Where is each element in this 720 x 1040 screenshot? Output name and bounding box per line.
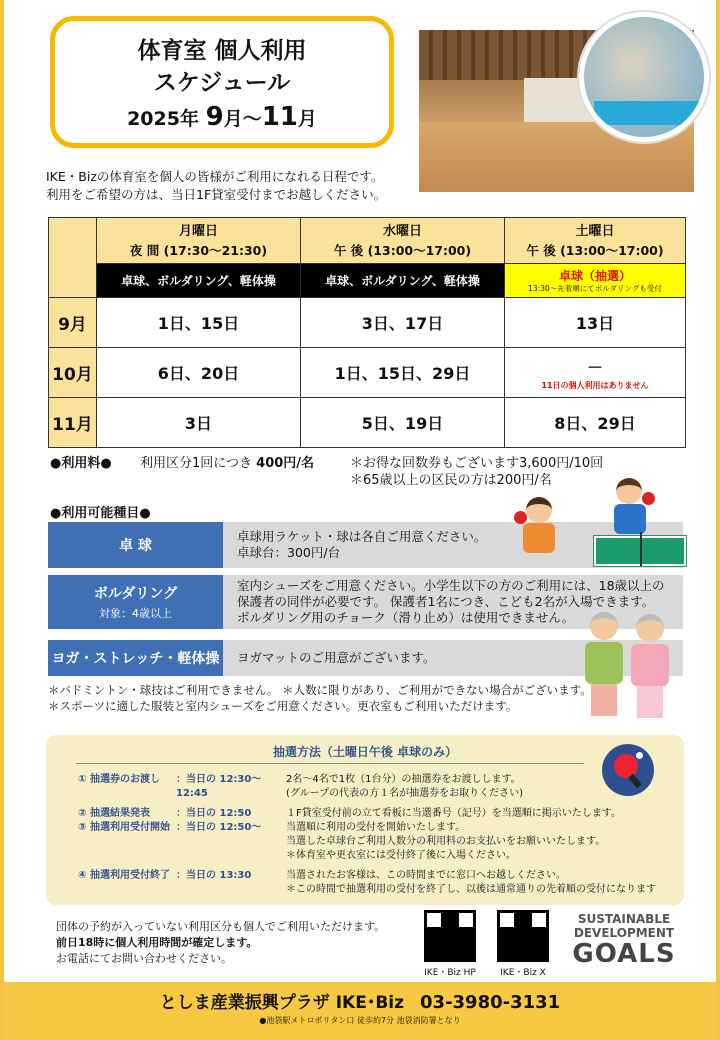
title-month-start: 9 bbox=[205, 102, 224, 132]
header-wednesday: 水曜日 午 後 (13:00～17:00) bbox=[301, 218, 505, 264]
caveats: ＊バドミントン・球技はご利用できません。 ＊人数に限りがあり、ご利用ができない場合がございます。 ＊スポーツに適した服装と室内シューズをご用意ください。更衣室もご利用いただけます。 bbox=[48, 683, 592, 713]
footer bbox=[4, 982, 716, 1040]
title-month-end: 11 bbox=[261, 102, 298, 132]
title-month-sep: 月～ bbox=[223, 108, 262, 130]
lottery-step-2: ② 抽選結果発表 ：当日の 12:50 １F貸室受付前の立て看板に当選番号（記号）を当選順に掲示いたします。 bbox=[78, 808, 621, 819]
header-monday: 月曜日 夜 間 (17:30～21:30) bbox=[97, 218, 301, 264]
title-box bbox=[50, 16, 394, 148]
intro-line2: 利用をご希望の方は、当日1F貸室受付までお越しください。 bbox=[46, 187, 387, 202]
table-corner bbox=[49, 218, 97, 298]
qr-caption-hp: IKE・Biz HP bbox=[424, 968, 476, 978]
table-tennis-girl-illustration bbox=[602, 478, 662, 538]
types-heading: ●利用可能種目● bbox=[50, 506, 151, 521]
qr-caption-x: IKE・Biz X bbox=[500, 968, 546, 978]
table-row: 11月 3日 5日、19日 8日、29日 bbox=[49, 398, 686, 448]
type-row-bouldering: ボルダリング 対象：4歳以上 室内シューズをご用意ください。小学生以下の方のご利用には、18歳以上の 保護者の同伴が必要です。 保護者1名につき、こども2名が入場できます。 ボルダリング用のチョーク（滑り止め）は使用できません。 bbox=[48, 575, 683, 629]
schedule-table bbox=[48, 217, 686, 448]
title-year: 2025年 bbox=[127, 108, 199, 130]
lottery-box bbox=[46, 735, 684, 905]
intro-line1: IKE・Bizの体育室を個人の皆様がご利用になれる日程です。 bbox=[46, 169, 384, 184]
header-saturday: 土曜日 午 後 (13:00～17:00) bbox=[505, 218, 686, 264]
bouldering-wall-image bbox=[579, 12, 709, 142]
type-row-yoga: ヨガ・ストレッチ・軽体操 ヨガマットのご用意がございます。 bbox=[48, 640, 683, 676]
fee-price: 400円/名 bbox=[256, 456, 315, 471]
title-line1: 体育室 個人利用 bbox=[137, 38, 307, 64]
lottery-step-3: ③ 抽選利用受付開始 ：当日の 12:50～ 当選順に利用の受付を開始いたします。 当選した卓球台ご利用人数分の利用料のお支払いをお願いいたします。 ＊体育室や更衣室には受付終了後に入場ください。 bbox=[78, 822, 606, 861]
intro-text bbox=[46, 168, 426, 204]
address: ●池袋駅メトロポリタン口 徒歩約7分 池袋消防署となり bbox=[259, 1016, 461, 1025]
lottery-step-1: ① 抽選券のお渡し ：当日の 12:30～12:45 2名～4名で1枚（1台分）の抽選券をお渡しします。 (グループの代表の方１名が抽選券をお取りください) bbox=[78, 774, 524, 799]
ping-pong-table-illustration bbox=[594, 536, 686, 566]
lottery-step-4: ④ 抽選利用受付終了 ：当日の 13:30 当選されたお客様は、この時間までに窓口へお越しください。 ＊この時間で抽選利用の受付を終了し、以後は通常通りの先着順の受付になります bbox=[78, 870, 656, 895]
ping-pong-paddle-icon bbox=[602, 744, 654, 796]
org-name: としま産業振興プラザ IKE･Biz bbox=[159, 993, 405, 1013]
activity-wednesday: 卓球、ボルダリング、軽体操 bbox=[301, 264, 505, 298]
group-note: 団体の予約が入っていない利用区分も個人でご利用いただけます。 前日18時に個人利用時間が確定します。 お電話にてお問い合わせください。 bbox=[56, 920, 386, 965]
fee-label: ●利用料● bbox=[50, 456, 112, 471]
fee-note2: ＊65歳以上の区民の方は200円/名 bbox=[350, 473, 552, 488]
qr-code-hp[interactable] bbox=[424, 910, 476, 962]
qr-code-x[interactable] bbox=[497, 910, 549, 962]
fee-section bbox=[50, 455, 650, 489]
fee-note1: ＊お得な回数券もございます3,600円/10回 bbox=[350, 456, 604, 471]
type-row-table-tennis: 卓 球 卓球用ラケット・球は各自ご用意ください。 卓球台：300円/台 bbox=[48, 522, 683, 568]
activity-saturday: 卓球（抽選） 13:30～先着順にてボルダリングも受付 bbox=[505, 264, 686, 298]
title-period bbox=[55, 99, 389, 137]
title-month-suffix: 月 bbox=[297, 108, 317, 130]
sdgs-logo: SUSTAINABLE DEVELOPMENT GOALS bbox=[572, 912, 676, 969]
gym-photo bbox=[419, 12, 709, 192]
title-line2: スケジュール bbox=[153, 70, 291, 96]
fee-text: 利用区分1回につき 400円/名 bbox=[140, 456, 315, 471]
activity-monday: 卓球、ボルダリング、軽体操 bbox=[97, 264, 301, 298]
phone-number[interactable]: 03-3980-3131 bbox=[420, 992, 561, 1013]
table-row: 10月 6日、20日 1日、15日、29日 － 11日の個人利用はありません bbox=[49, 348, 686, 398]
table-row: 9月 1日、15日 3日、17日 13日 bbox=[49, 298, 686, 348]
table-tennis-boy-illustration bbox=[514, 497, 564, 567]
lottery-title: 抽選方法（土曜日午後 卓球のみ） bbox=[46, 743, 684, 760]
